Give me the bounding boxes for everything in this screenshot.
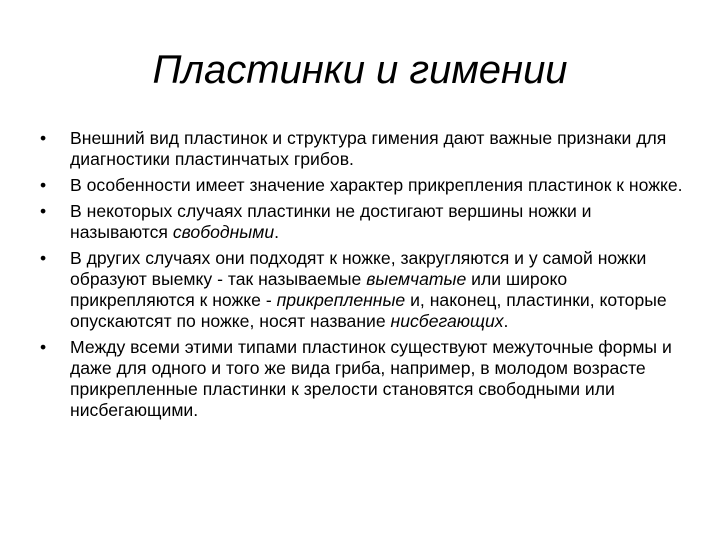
bullet-icon: • <box>40 337 47 357</box>
bullet-text: Между всеми этими типами пластинок существуют межуточные формы и даже для одного и того же вида гриба, например, в молодом возрасте прикрепленные пластинки к зрелости становятся свободными или нисбегающими. <box>70 337 672 420</box>
bullet-item <box>40 201 690 243</box>
bullet-text-part: . <box>274 222 279 242</box>
term-attached: прикрепленные <box>276 290 406 310</box>
term-decurrent: нисбегающих <box>390 311 504 331</box>
bullet-text: В особенности имеет значение характер прикрепления пластинок к ножке. <box>70 175 683 195</box>
bullet-item <box>40 248 690 332</box>
bullet-text-part: В некоторых случаях пластинки не достигают вершины ножки и называются <box>70 201 592 242</box>
bullet-text <box>70 248 667 331</box>
bullet-item <box>40 337 690 421</box>
bullet-text-part: В других случаях они подходят к ножке, закругляются и у самой ножки образуют выемку - так называемые <box>70 248 647 289</box>
bullet-list <box>40 128 690 421</box>
bullet-text-part: и, наконец, пластинки, которые опускаютсят по ножке, носят название <box>70 290 667 331</box>
bullet-icon: • <box>40 175 47 195</box>
slide-title: Пластинки и гимении <box>152 48 568 92</box>
bullet-icon: • <box>40 248 47 268</box>
bullet-icon: • <box>40 201 47 221</box>
bullet-text <box>70 201 592 242</box>
term-notched: выемчатые <box>366 269 467 289</box>
bullet-text-part: или широко прикрепляются к ножке - <box>70 269 568 310</box>
bullet-text: Внешний вид пластинок и структура гимения дают важные признаки для диагностики пластинчатых грибов. <box>70 128 667 169</box>
bullet-icon: • <box>40 128 47 148</box>
term-free: свободными <box>172 222 275 242</box>
bullet-text-part: . <box>503 311 509 331</box>
bullet-item <box>40 175 690 196</box>
bullet-item <box>40 128 690 170</box>
